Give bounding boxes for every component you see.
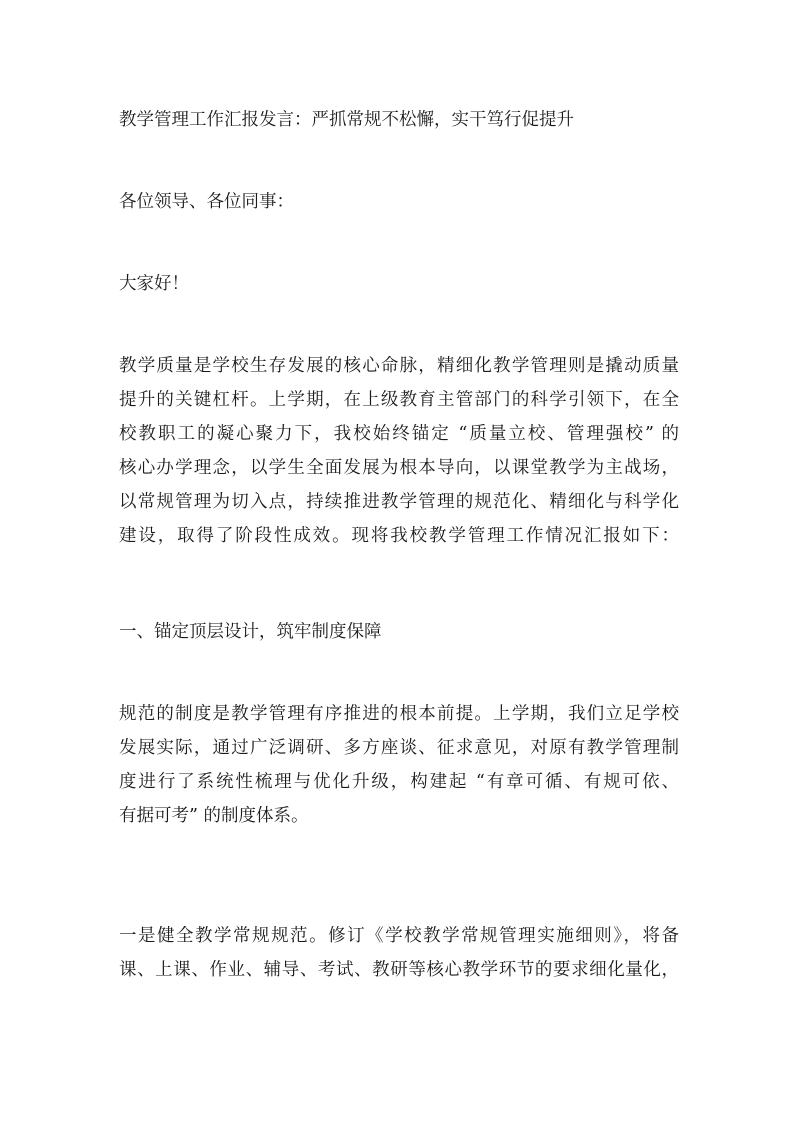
document-title: 教学管理工作汇报发言：严抓常规不松懈，实干笃行促提升 [119,110,574,130]
paragraph-line: 有据可考” 的制度体系。 [119,806,309,826]
paragraph-line: 校教职工的凝心聚力下，我校始终锚定 “质量立校、管理强校” 的 [119,424,679,444]
paragraph-line: 一是健全教学常规规范。修订《学校教学常规管理实施细则》，将备 [119,926,679,946]
greeting: 大家好！ [119,274,189,294]
paragraph-line: 提升的关键杠杆。上学期，在上级教育主管部门的科学引领下，在全 [119,390,679,410]
section-heading-1: 一、锚定顶层设计，筑牢制度保障 [119,622,382,642]
paragraph-line: 规范的制度是教学管理有序推进的根本前提。上学期，我们立足学校 [119,704,679,724]
paragraph-line: 核心办学理念，以学生全面发展为根本导向，以课堂教学为主战场， [119,458,679,478]
paragraph-line: 发展实际，通过广泛调研、多方座谈、征求意见，对原有教学管理制 [119,738,679,758]
paragraph-line: 度进行了系统性梳理与优化升级，构建起 “有章可循、有规可依、 [119,772,679,792]
paragraph-routine [119,919,679,987]
paragraph-intro [119,349,679,553]
salutation: 各位领导、各位同事： [119,192,294,212]
paragraph-institution [119,697,679,833]
paragraph-line: 以常规管理为切入点，持续推进教学管理的规范化、精细化与科学化 [119,492,679,512]
paragraph-line: 建设，取得了阶段性成效。现将我校教学管理工作情况汇报如下： [119,526,679,546]
paragraph-line: 教学质量是学校生存发展的核心命脉，精细化教学管理则是撬动质量 [119,356,679,376]
paragraph-line: 课、上课、作业、辅导、考试、教研等核心教学环节的要求细化量化， [119,960,679,980]
